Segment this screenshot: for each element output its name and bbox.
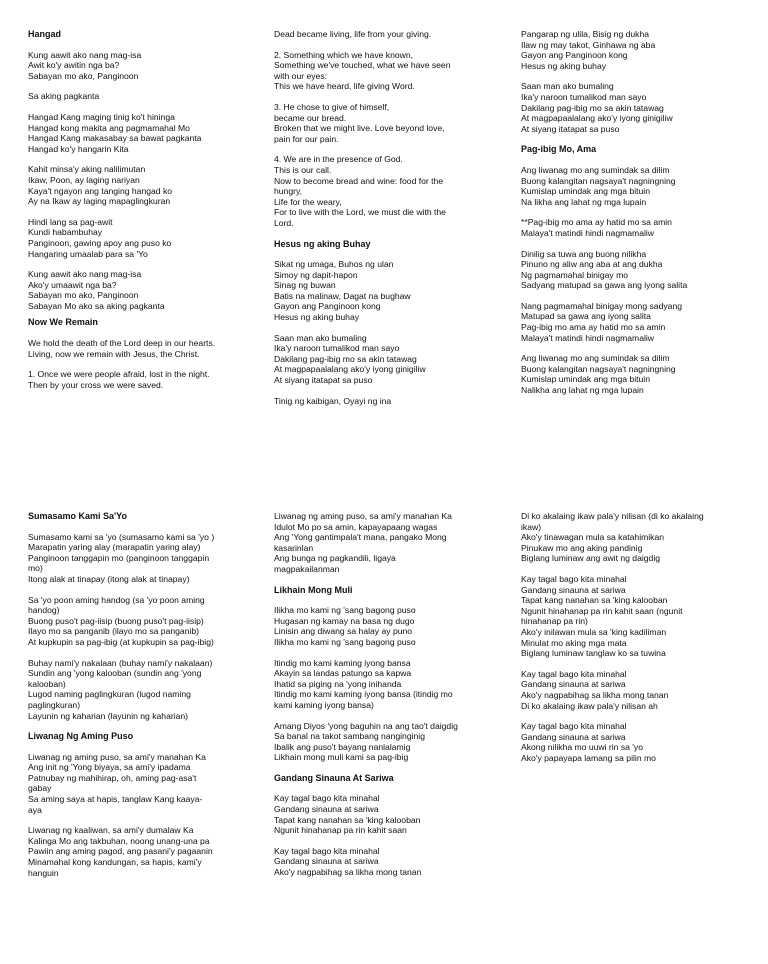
- lyric-line: Linisin ang diwang sa halay ay puno: [274, 626, 413, 637]
- lyric-line: Awit ko'y awitin nga ba?: [28, 60, 120, 71]
- lyric-line: Batis na malinaw, Dagat na bughaw: [274, 290, 411, 301]
- lyric-line: aya: [28, 804, 42, 815]
- song-title: Gandang Sinauna At Sariwa: [274, 772, 394, 783]
- lyric-line: gabay: [28, 783, 52, 794]
- lyric-line: Ika'y naroon tumalikod man sayo: [274, 343, 400, 354]
- lyric-line: This is our call.: [274, 164, 332, 175]
- lyric-line: Hangad ko'y hangarin Kita: [28, 143, 129, 154]
- lyric-line: Nang pagmamahal binigay mong sadyang: [521, 300, 682, 311]
- lyric-line: Ang init ng 'Yong biyaya, sa ami'y ipadama: [28, 762, 191, 773]
- lyric-line: Liwanag ng kaaliwan, sa ami'y dumalaw Ka: [28, 825, 194, 836]
- lyric-stanza: [521, 721, 749, 763]
- lyric-line: kami kaming iyong bansa): [274, 699, 374, 710]
- lyric-line: Ikaw, Poon, ay laging nariyan: [28, 174, 140, 185]
- lyric-line: At siyang itatapat sa puso: [521, 123, 620, 134]
- lyric-line: Sikat ng umaga, Buhos ng ulan: [274, 259, 394, 270]
- lyric-line: Tapat kang nanahan sa 'king kalooban: [274, 814, 421, 825]
- lyric-line: Kay tagal bago kita minahal: [521, 573, 627, 584]
- lyric-line: Broken that we might live. Love beyond love,: [274, 123, 445, 134]
- lyric-stanza: [274, 154, 502, 228]
- lyric-line: became our bread.: [274, 112, 347, 123]
- lyric-stanza: [521, 511, 749, 564]
- lyric-line: At magpapaalalang ako'y iyong ginigiliw: [274, 364, 426, 375]
- lyric-stanza: [521, 574, 749, 659]
- lyric-line: Itong alak at tinapay (itong alak at tinapay): [28, 573, 190, 584]
- lyric-line: Malaya't matindi hindi nagmamaliw: [521, 227, 654, 238]
- lyric-line: pain for our pain.: [274, 133, 339, 144]
- lyric-line: Pag-ibig mo ama ay hatid mo sa amin: [521, 322, 666, 333]
- lyric-line: Sumasamo kami sa 'yo (sumasamo kami sa 'yo ): [28, 531, 215, 542]
- lyric-line: with our eyes:: [274, 70, 328, 81]
- lyric-stanza: [274, 721, 502, 763]
- song-title: Hangad: [28, 29, 62, 39]
- lyric-line: Likhain mong muli kami sa pag-ibig: [274, 752, 409, 763]
- lyric-stanza: [28, 752, 256, 816]
- lyric-line: Pinukaw mo ang aking pandinig: [521, 542, 643, 553]
- lyric-line: Kay tagal bago kita minahal: [521, 721, 627, 732]
- lyric-line: Sa 'yo poon aming handog (sa 'yo poon aming: [28, 594, 205, 605]
- page1-column-1: [28, 29, 256, 400]
- lyric-line: Minulat mo aking mga mata: [521, 637, 627, 648]
- song-title: Pag-ibig Mo, Ama: [521, 144, 597, 155]
- lyric-line: Ako'y papayapa lamang sa pilin mo: [521, 752, 656, 763]
- lyric-stanza: [521, 301, 749, 343]
- lyric-line: Nalikha ang lahat ng mga lupain: [521, 385, 644, 396]
- song-title: Sumasamo Kami Sa'Yo: [28, 511, 128, 521]
- page1-column-2: [274, 29, 502, 416]
- lyric-line: Now to become bread and wine: food for the: [274, 175, 444, 186]
- lyric-line: Kumislap umindak ang mga bituin: [521, 374, 650, 385]
- lyric-line: Patnubay ng mahihirap, oh, aming pag-asa't: [28, 772, 197, 783]
- lyric-line: Hangad kong makita ang pagmamahal Mo: [28, 122, 190, 133]
- lyric-line: Gandang sinauna at sariwa: [274, 856, 379, 867]
- page1-column-3: [521, 29, 749, 406]
- lyric-line: This we have heard, life giving Word.: [274, 81, 415, 92]
- lyric-line: For to live with the Lord, we must die with the: [274, 207, 446, 218]
- lyric-line: Ilikha mo kami ng 'sang bagong puso: [274, 605, 416, 616]
- song-title: Hesus ng aking Buhay: [274, 238, 371, 249]
- lyric-line: Lord.: [274, 217, 294, 228]
- lyric-line: Gayon ang Panginoon kong: [521, 50, 628, 61]
- lyric-line: Buong puso't pag-iisip (buong puso't pag-iisip): [28, 615, 204, 626]
- lyric-line: Then by your cross we were saved.: [28, 379, 164, 390]
- lyric-line: Sinag ng buwan: [274, 280, 336, 291]
- lyric-line: At kupkupin sa pag-ibig (at kupkupin sa pag-ibig): [28, 636, 214, 647]
- lyric-stanza: [28, 595, 256, 648]
- lyric-line: Ako'y nagpabihag sa likha mong tanan: [521, 689, 669, 700]
- lyric-line: Ilayo mo sa panganib (ilayo mo sa panganib): [28, 626, 200, 637]
- lyric-stanza: [521, 29, 749, 71]
- lyric-stanza: [274, 511, 502, 575]
- lyric-line: kasarinlan: [274, 542, 314, 553]
- lyric-line: Tinig ng kaibigan, Oyayi ng ina: [274, 395, 392, 406]
- song-title: Liwanag Ng Aming Puso: [28, 731, 134, 742]
- lyric-line: Ako'y inilawan mula sa 'king kadiliman: [521, 626, 667, 637]
- lyric-line: Ako'y umaawit nga ba?: [28, 279, 117, 290]
- lyric-line: 3. He chose to give of himself,: [274, 101, 390, 112]
- lyric-line: Living, now we remain with Jesus, the Christ.: [28, 348, 200, 359]
- lyric-line: Kahit minsa'y aking nalilimutan: [28, 164, 146, 175]
- lyric-stanza: [28, 269, 256, 311]
- lyric-stanza: [28, 112, 256, 154]
- lyric-line: Ang liwanag mo ang sumindak sa dilim: [521, 353, 670, 364]
- lyric-line: Ngunit hinahanap pa rin kahit saan (ngunit: [521, 605, 683, 616]
- lyric-line: Akayin sa landas patungo sa kapwa: [274, 668, 412, 679]
- lyric-line: Hesus ng aking buhay: [521, 60, 607, 71]
- lyric-line: Gandang sinauna at sariwa: [521, 679, 626, 690]
- lyric-line: Buong kalangitan nagsaya't nagningning: [521, 175, 676, 186]
- lyric-stanza: [274, 793, 502, 835]
- lyric-line: ikaw): [521, 521, 542, 532]
- lyric-line: Pinuno ng aliw ang aba at ang dukha: [521, 259, 663, 270]
- lyric-stanza: [28, 338, 256, 359]
- lyric-line: Hangad Kang maging tinig ko't hininga: [28, 111, 175, 122]
- lyric-line: Simoy ng dapit-hapon: [274, 269, 358, 280]
- lyric-line: Buong kalangitan nagsaya't nagningning: [521, 363, 676, 374]
- lyric-line: Panginoon, gawing apoy ang puso ko: [28, 237, 172, 248]
- lyric-line: Gandang sinauna at sariwa: [521, 584, 626, 595]
- lyric-line: Liwanag ng aming puso, sa ami'y manahan Ka: [274, 511, 452, 521]
- lyric-line: Kay tagal bago kita minahal: [274, 845, 380, 856]
- page2-column-3: [521, 511, 749, 773]
- lyric-stanza: [28, 164, 256, 206]
- lyric-line: **Pag-ibig mo ama ay hatid mo sa amin: [521, 217, 672, 228]
- lyric-stanza: [274, 259, 502, 323]
- lyric-line: hanguin: [28, 867, 59, 878]
- lyric-line: Idulot Mo po sa amin, kapayapaang wagas: [274, 521, 438, 532]
- lyric-line: Kalinga Mo ang takbuhan, noong unang-una pa: [28, 835, 210, 846]
- lyric-stanza: [521, 165, 749, 207]
- lyric-line: Biglang luminaw tanglaw ko sa tuwina: [521, 648, 666, 659]
- lyric-line: Ako'y nagpabihag sa likha mong tanan: [274, 867, 422, 878]
- lyric-line: Saan man ako bumaling: [521, 81, 614, 92]
- lyric-stanza: [274, 50, 502, 92]
- lyric-line: Dakilang pag-ibig mo sa akin tatawag: [274, 353, 417, 364]
- lyric-line: Lugod naming paglingkuran (lugod naming: [28, 689, 191, 700]
- lyric-line: Dinilig sa tuwa ang buong nilikha: [521, 248, 647, 259]
- lyric-stanza: [274, 605, 502, 647]
- lyric-line: At magpapaalalang ako'y iyong ginigiliw: [521, 113, 673, 124]
- lyric-line: Gayon ang Panginoon kong: [274, 301, 381, 312]
- page2-column-2: [274, 511, 502, 888]
- lyric-line: Sa banal na takot sambang nanginginig: [274, 731, 425, 742]
- lyric-line: Amang Diyos 'yong baguhin na ang tao't daigdig: [274, 720, 458, 731]
- lyric-line: Ngunit hinahanap pa rin kahit saan: [274, 825, 407, 836]
- lyric-line: Kumislap umindak ang mga bituin: [521, 186, 650, 197]
- lyric-line: Ang liwanag mo ang sumindak sa dilim: [521, 164, 670, 175]
- lyric-line: Itindig mo kami kaming iyong bansa: [274, 657, 411, 668]
- lyric-stanza: [521, 81, 749, 134]
- lyric-line: Kay tagal bago kita minahal: [521, 668, 627, 679]
- lyric-line: Sa aking pagkanta: [28, 91, 100, 102]
- lyric-line: Hindi lang sa pag-awit: [28, 216, 113, 227]
- lyric-line: Biglang luminaw ang awit ng daigdig: [521, 553, 661, 564]
- lyric-line: Kaya't ngayon ang tanging hangad ko: [28, 185, 173, 196]
- lyric-line: Hangaring umaalab para sa 'Yo: [28, 248, 148, 259]
- lyric-stanza: [274, 102, 502, 144]
- lyric-line: Ilaw ng may takot, Ginhawa ng aba: [521, 39, 656, 50]
- lyric-line: Sabayan mo ako, Panginoon: [28, 70, 139, 81]
- lyric-line: paglingkuran): [28, 699, 81, 710]
- lyric-line: Sabayan mo ako, Panginoon: [28, 290, 139, 301]
- lyric-line: 4. We are in the presence of God.: [274, 154, 403, 165]
- lyric-stanza: [28, 91, 256, 102]
- lyric-line: Minamahal kong kandungan, sa hapis, kami'y: [28, 857, 202, 868]
- lyric-line: Ay na Ikaw ay laging mapaglingkuran: [28, 196, 171, 207]
- lyric-stanza: [521, 217, 749, 238]
- lyric-stanza: [521, 249, 749, 291]
- lyric-stanza: [28, 825, 256, 878]
- lyric-line: Ang 'Yong gantimpala't mana, pangako Mong: [274, 532, 447, 543]
- lyric-line: Ang bunga ng pagkandili, ligaya: [274, 553, 396, 564]
- lyric-line: magpakailanman: [274, 563, 340, 574]
- lyric-line: Matupad sa gawa ang iyong salita: [521, 311, 651, 322]
- lyric-line: Marapatin yaring alay (marapatin yaring alay): [28, 542, 201, 553]
- lyric-line: Itindig mo kami kaming iyong bansa (itindig mo: [274, 689, 453, 700]
- lyric-line: Kay tagal bago kita minahal: [274, 793, 380, 804]
- lyric-stanza: [28, 217, 256, 259]
- lyric-line: 1. Once we were people afraid, lost in the night.: [28, 369, 210, 380]
- lyric-line: Ng pagmamahal binigay mo: [521, 269, 629, 280]
- lyric-line: Di ko akalaing ikaw pala'y nilisan (di ko akalaing: [521, 511, 704, 521]
- lyric-line: Something we've touched, what we have seen: [274, 60, 451, 71]
- lyric-line: Di ko akalaing ikaw pala'y nilisan ah: [521, 700, 658, 711]
- lyric-line: Sadyang matupad sa gawa ang iyong salita: [521, 280, 688, 291]
- lyric-line: mo): [28, 563, 43, 574]
- song-title: Likhain Mong Muli: [274, 584, 353, 595]
- lyric-line: Dead became living, life from your giving.: [274, 29, 432, 39]
- lyric-line: Ibalik ang puso't bayang nanlalamig: [274, 741, 411, 752]
- lyric-line: Tapat kang nanahan sa 'king kalooban: [521, 595, 668, 606]
- lyric-line: Hugasan ng kamay na basa ng dugo: [274, 615, 415, 626]
- lyric-stanza: [521, 353, 749, 395]
- lyric-line: Na likha ang lahat ng mga lupain: [521, 196, 647, 207]
- lyric-stanza: [28, 658, 256, 722]
- lyric-line: Saan man ako bumaling: [274, 332, 367, 343]
- lyric-line: We hold the death of the Lord deep in our hearts.: [28, 338, 216, 349]
- lyric-line: Ihatid sa piging na 'yong inihanda: [274, 678, 402, 689]
- lyric-stanza: [274, 846, 502, 878]
- lyric-line: Hangad Kang makasabay sa bawat pagkanta: [28, 133, 202, 144]
- lyric-line: kalooban): [28, 678, 66, 689]
- lyric-line: Ika'y naroon tumalikod man sayo: [521, 91, 647, 102]
- lyric-stanza: [28, 369, 256, 390]
- lyric-line: hungry,: [274, 186, 303, 197]
- lyric-line: Ako'y tinawagan mula sa katahimikan: [521, 532, 665, 543]
- lyric-line: Ilikha mo kami ng 'sang bagong puso: [274, 636, 416, 647]
- lyric-stanza: [274, 333, 502, 386]
- lyric-line: hinahanap pa rin): [521, 616, 588, 627]
- lyric-line: At siyang itatapat sa puso: [274, 375, 373, 386]
- lyric-stanza: [521, 669, 749, 711]
- lyric-line: Layunin ng kaharian (layunin ng kaharian): [28, 710, 189, 721]
- lyric-line: Dakilang pag-ibig mo sa akin tatawag: [521, 102, 664, 113]
- lyric-line: Sabayan Mo ako sa aking pagkanta: [28, 300, 165, 311]
- lyric-line: Gandang sinauna at sariwa: [521, 731, 626, 742]
- lyric-line: Buhay nami'y nakalaan (buhay nami'y nakalaan): [28, 657, 213, 668]
- lyric-line: Pawiin ang aming pagod, ang pasani'y pagaanin: [28, 846, 213, 857]
- lyric-line: Life for the weary,: [274, 196, 342, 207]
- lyric-line: Kundi habambuhay: [28, 227, 103, 238]
- lyric-line: Hesus ng aking buhay: [274, 312, 360, 323]
- lyric-line: 2. Something which we have known,: [274, 49, 414, 60]
- lyric-line: Sundin ang 'yong kalooban (sundin ang 'yong: [28, 668, 202, 679]
- lyric-line: Malaya't matindi hindi nagmamaliw: [521, 332, 654, 343]
- lyric-line: Gandang sinauna at sariwa: [274, 804, 379, 815]
- page2-column-1: [28, 511, 256, 888]
- lyric-line: Akong nilikha mo uuwi rin sa 'yo: [521, 742, 644, 753]
- lyric-line: handog): [28, 605, 60, 616]
- lyric-line: Kung aawit ako nang mag-isa: [28, 49, 142, 60]
- lyric-stanza: [274, 396, 502, 407]
- song-title: Now We Remain: [28, 317, 98, 328]
- lyric-line: Liwanag ng aming puso, sa ami'y manahan Ka: [28, 751, 206, 762]
- lyric-stanza: [274, 658, 502, 711]
- lyric-stanza: [28, 50, 256, 82]
- lyric-line: Panginoon tanggapin mo (panginoon tanggapin: [28, 552, 210, 563]
- lyric-line: Kung aawit ako nang mag-isa: [28, 269, 142, 280]
- lyric-line: Sa aming saya at hapis, tanglaw Kang kaaya-: [28, 794, 203, 805]
- lyric-stanza: [274, 29, 502, 40]
- lyric-line: Pangarap ng ulila, Bisig ng dukha: [521, 29, 650, 39]
- lyric-stanza: [28, 532, 256, 585]
